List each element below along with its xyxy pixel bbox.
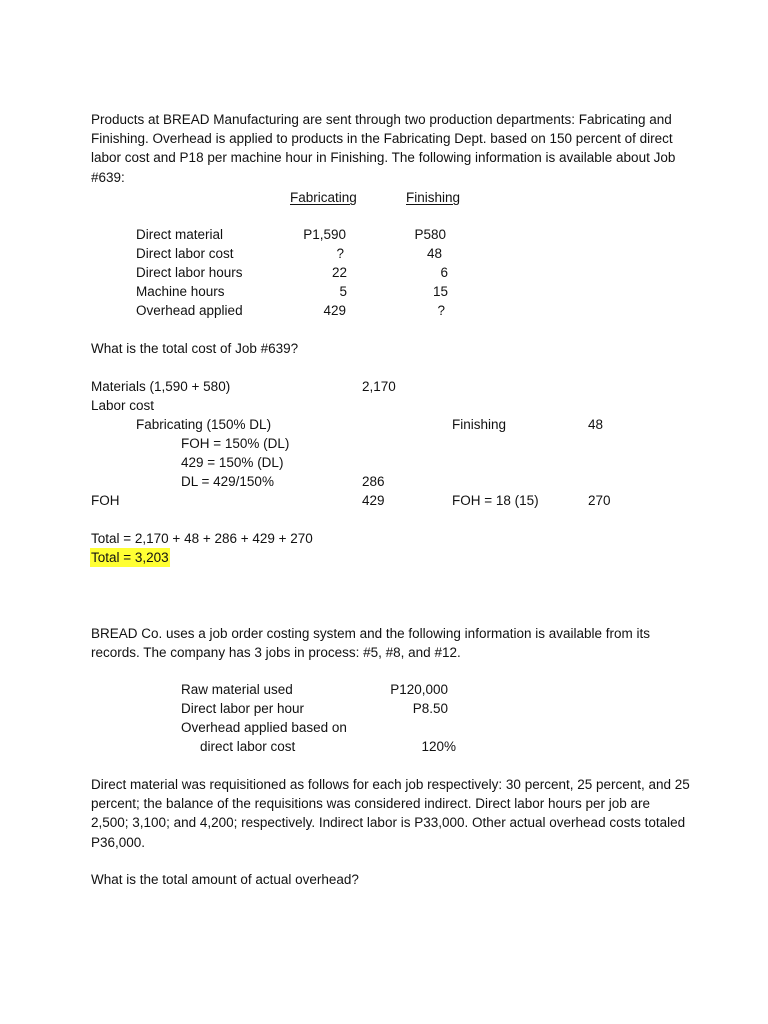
item-label: Direct labor per hour	[181, 701, 305, 716]
fabricating-value: 429	[323, 303, 346, 318]
fabricating-value: 5	[339, 284, 347, 299]
foh-label: FOH	[91, 493, 120, 508]
total-highlight: Total = 3,203	[91, 550, 169, 565]
question-1: What is the total cost of Job #639?	[91, 341, 299, 356]
materials-value: 2,170	[362, 379, 396, 394]
foh-equation-3: DL = 429/150%	[181, 474, 274, 489]
item-value: P120,000	[390, 682, 448, 697]
finishing-value: 48	[588, 417, 604, 432]
problem2-details: Direct material was requisitioned as follows for each job respectively: 30 percent, 25 percent, and 25 percent; the balance of the requisitions was considered indirect. Direct labor hours per job are 2,500; 3,100; and 4,200; respectively. Indirect labor is P33,000. Other actual overhead costs totaled P36,000.	[91, 777, 690, 850]
foh-finishing-label: FOH = 18 (15)	[452, 493, 539, 508]
table-row	[0, 225, 768, 244]
total-equation: Total = 2,170 + 48 + 286 + 429 + 270	[91, 531, 313, 546]
dl-value: 286	[362, 474, 385, 489]
finishing-value: 48	[426, 246, 442, 261]
list-item	[0, 680, 768, 699]
fabricating-value: 22	[331, 265, 347, 280]
fabricating-value: P1,590	[303, 227, 346, 242]
finishing-value: P580	[414, 227, 446, 242]
fabricating-value: ?	[336, 246, 344, 261]
foh-value: 429	[362, 493, 385, 508]
foh-finishing-value: 270	[588, 493, 611, 508]
problem2-intro: BREAD Co. uses a job order costing system and the following information is available from its records. The company has 3 jobs in process: #5, #8, and #12.	[91, 626, 651, 661]
header-finishing: Finishing	[406, 190, 461, 205]
finishing-label: Finishing	[452, 417, 507, 432]
row-label: Direct labor hours	[136, 265, 243, 280]
row-label: Overhead applied	[136, 303, 243, 318]
foh-equation-2: 429 = 150% (DL)	[181, 455, 284, 470]
table-row	[0, 244, 768, 263]
problem1-intro: Products at BREAD Manufacturing are sent through two production departments: Fabricating and Finishing. Overhead is applied to products in the Fabricating Dept. based on 150 percent of direct labor cost and P18 per machine hour in Finishing. The following information is available about Job #639:	[91, 112, 676, 185]
row-label: Direct material	[136, 227, 224, 242]
table-row	[0, 282, 768, 301]
item-value: P8.50	[412, 701, 448, 716]
list-item	[0, 737, 768, 756]
table-row	[0, 301, 768, 320]
table-row	[0, 263, 768, 282]
fabricating-dl-label: Fabricating (150% DL)	[136, 417, 272, 432]
row-label: Direct labor cost	[136, 246, 234, 261]
finishing-value: ?	[437, 303, 445, 318]
labor-cost-label: Labor cost	[91, 398, 155, 413]
list-item	[0, 699, 768, 718]
item-label: Raw material used	[181, 682, 293, 697]
item-label: direct labor cost	[200, 739, 296, 754]
item-value: 120%	[421, 739, 456, 754]
item-label: Overhead applied based on	[181, 720, 347, 735]
foh-equation-1: FOH = 150% (DL)	[181, 436, 290, 451]
materials-label: Materials (1,590 + 580)	[91, 379, 231, 394]
question-2: What is the total amount of actual overhead?	[91, 872, 359, 887]
list-item	[0, 718, 768, 737]
finishing-value: 15	[432, 284, 448, 299]
row-label: Machine hours	[136, 284, 225, 299]
finishing-value: 6	[440, 265, 448, 280]
header-fabricating: Fabricating	[290, 190, 357, 205]
